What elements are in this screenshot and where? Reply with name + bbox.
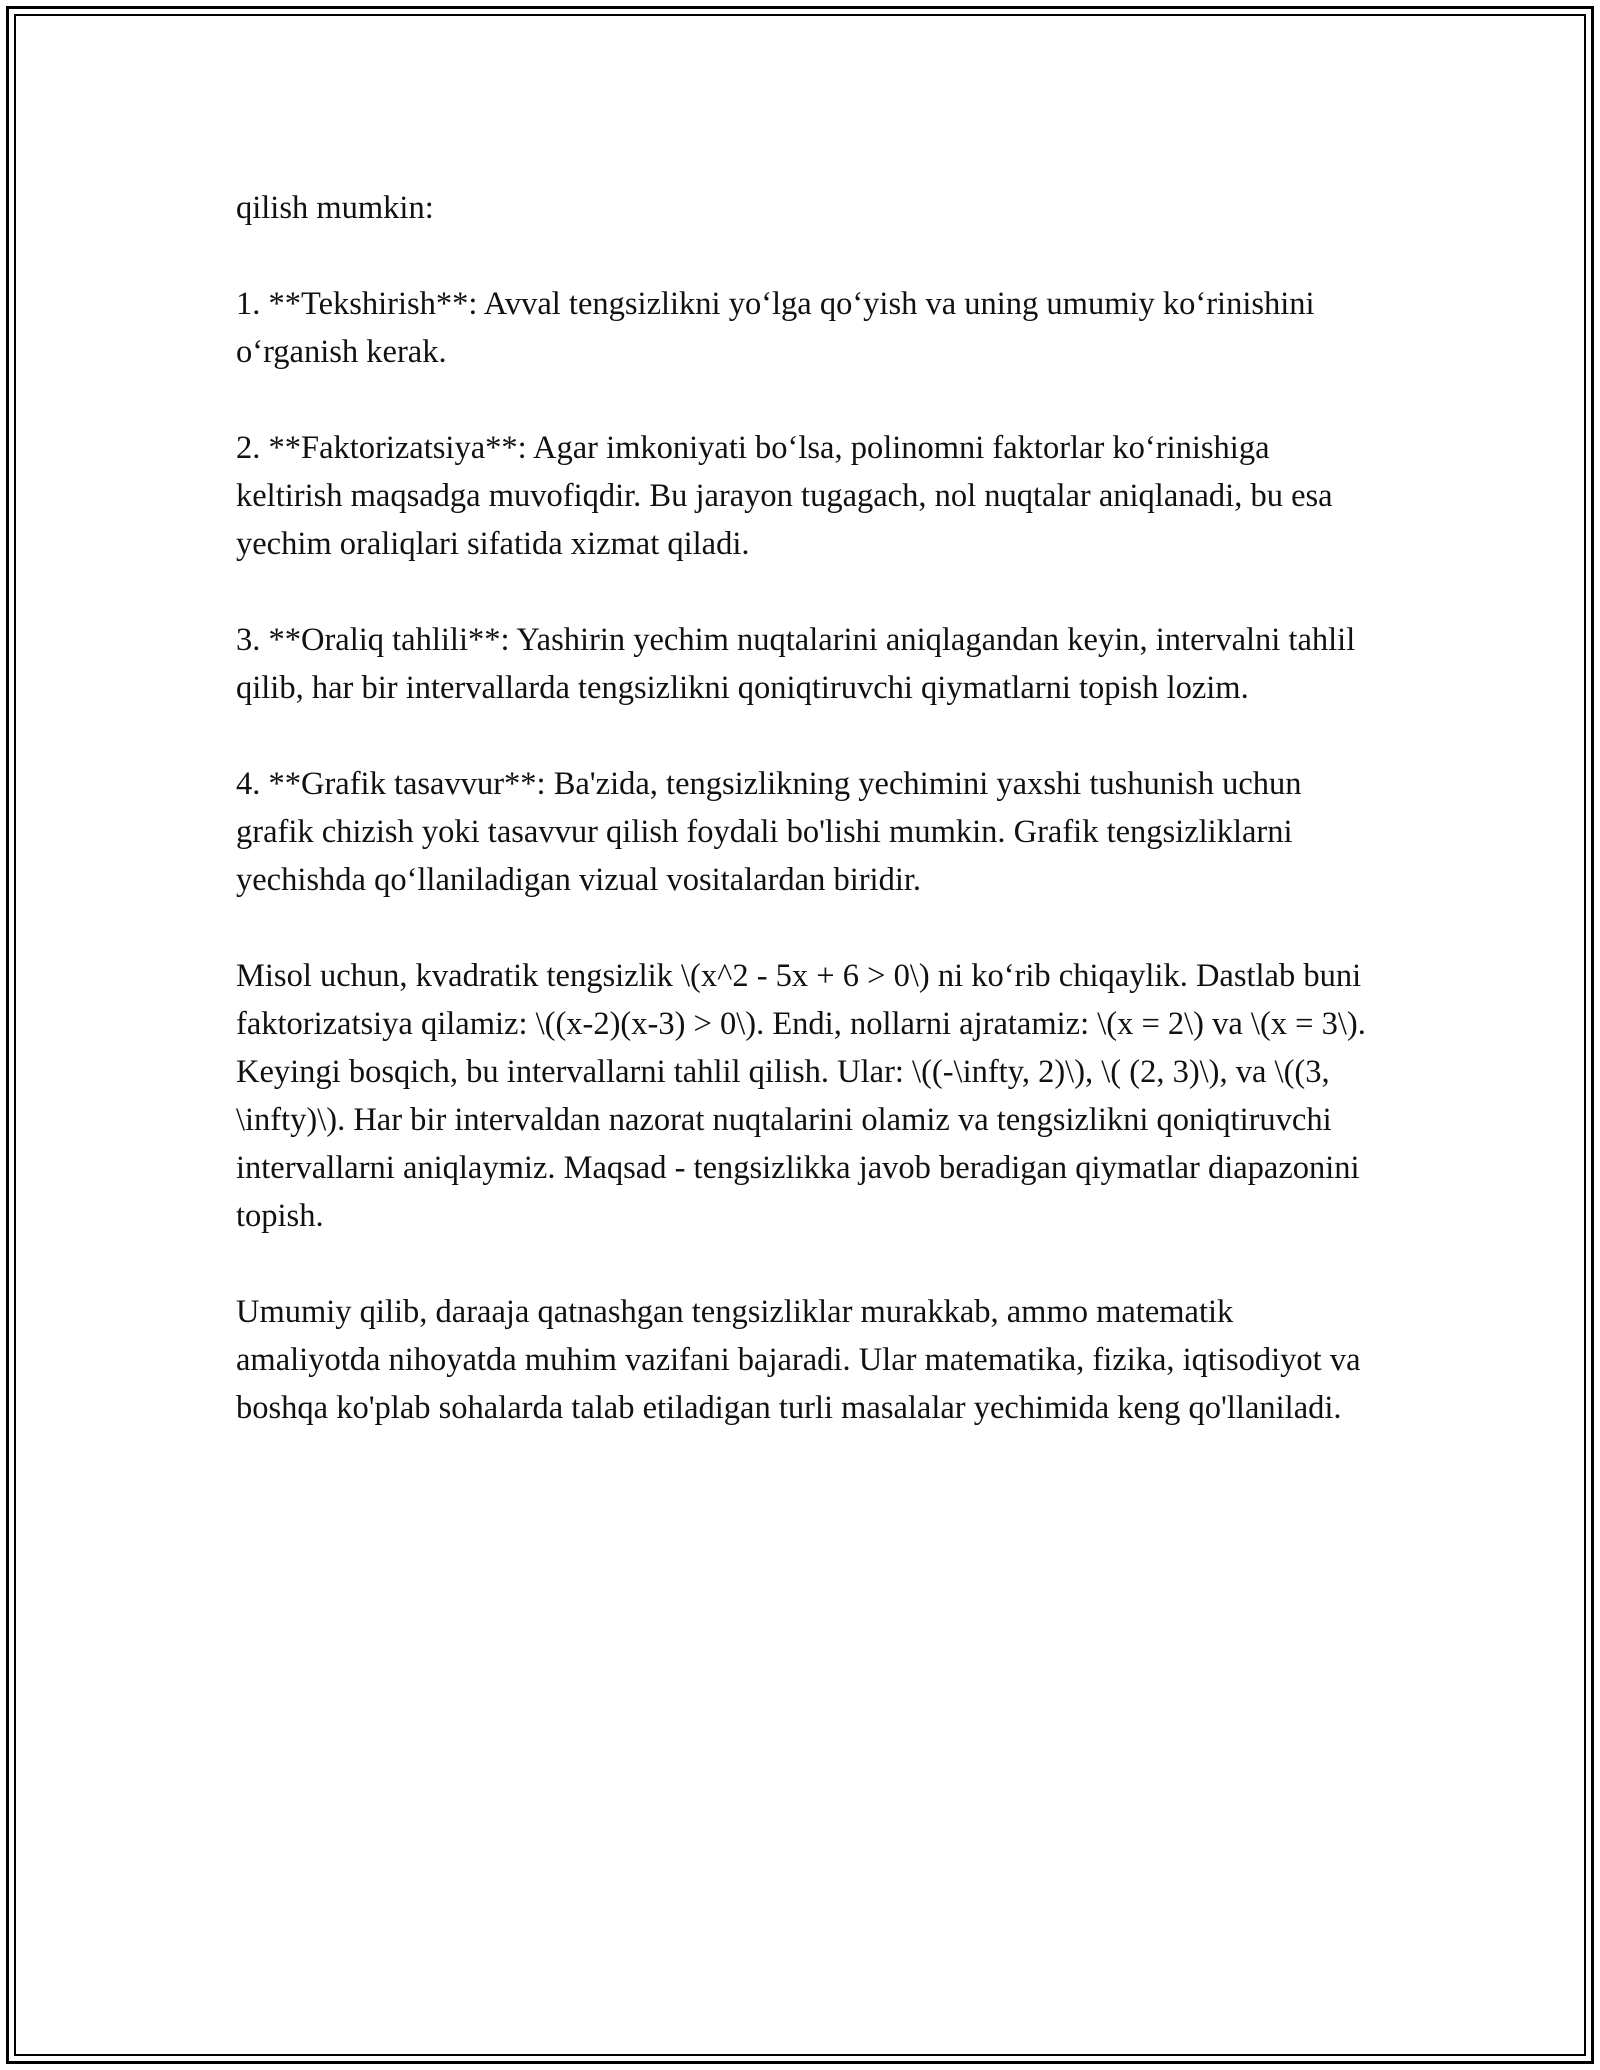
paragraph-intro: qilish mumkin:	[236, 190, 434, 226]
document-body	[236, 184, 1376, 1480]
paragraph-conclusion: Umumiy qilib, daraaja qatnashgan tengsizliklar murakkab, ammo matematik amaliyotda nihoyatda muhim vazifani bajaradi. Ular matematika, fizika, iqtisodiyot va boshqa ko'plab sohalarda talab etiladigan turli masalalar yechimida keng qo'llaniladi.	[236, 1294, 1361, 1426]
list-item-oraliq-tahlili: 3. **Oraliq tahlili**: Yashirin yechim nuqtalarini aniqlagandan keyin, intervalni tahlil qilib, har bir intervallarda tengsizlikni qoniqtiruvchi qiymatlarni topish lozim.	[236, 622, 1356, 706]
list-item-grafik-tasavvur: 4. **Grafik tasavvur**: Ba'zida, tengsizlikning yechimini yaxshi tushunish uchun grafik chizish yoki tasavvur qilish foydali bo'lishi mumkin. Grafik tengsizliklarni yechishda qo‘llaniladigan vizual vositalardan biridir.	[236, 766, 1302, 898]
list-item-faktorizatsiya: 2. **Faktorizatsiya**: Agar imkoniyati bo‘lsa, polinomni faktorlar ko‘rinishiga keltirish maqsadga muvofiqdir. Bu jarayon tugagach, nol nuqtalar aniqlanadi, bu esa yechim oraliqlari sifatida xizmat qiladi.	[236, 430, 1333, 562]
paragraph-example: Misol uchun, kvadratik tengsizlik \(x^2 - 5x + 6 > 0\) ni ko‘rib chiqaylik. Dastlab buni faktorizatsiya qilamiz: \((x-2)(x-3) > 0\). Endi, nollarni ajratamiz: \(x = 2\) va \(x = 3\). Keyingi bosqich, bu intervallarni tahlil qilish. Ular: \((-\infty, 2)\), \( (2, 3)\), va \((3, \infty)\). Har bir intervaldan nazorat nuqtalarini olamiz va tengsizlikni qoniqtiruvchi intervallarni aniqlaymiz. Maqsad - tengsizlikka javob beradigan qiymatlar diapazonini topish.	[236, 958, 1366, 1234]
list-item-tekshirish: 1. **Tekshirish**: Avval tengsizlikni yo‘lga qo‘yish va uning umumiy ko‘rinishini o‘rganish kerak.	[236, 286, 1315, 370]
